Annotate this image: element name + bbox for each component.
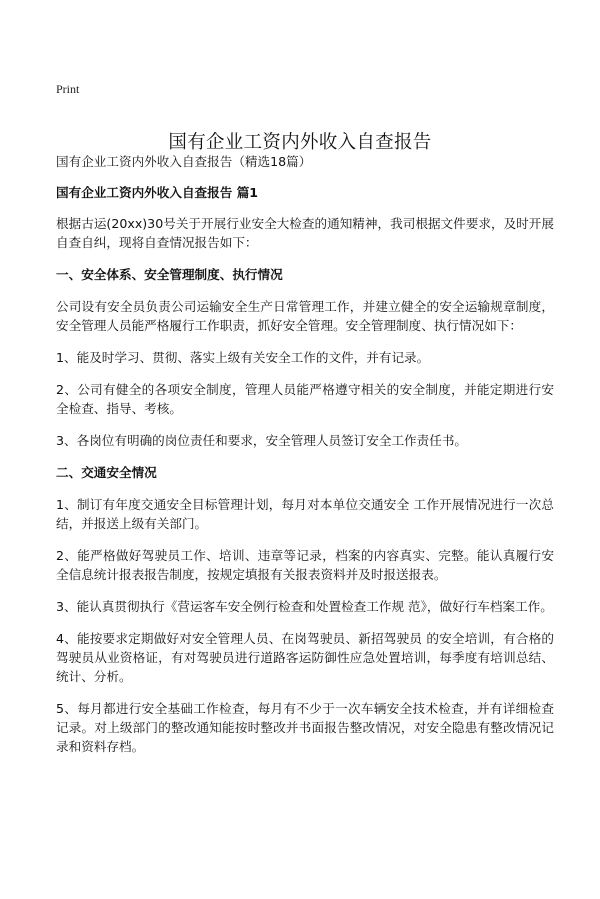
paragraph: 3、能认真贯彻执行《营运客车安全例行检查和处置检查工作规 范》，做好行车档案工作。 <box>56 599 553 614</box>
paragraph: 1、能及时学习、贯彻、落实上级有关安全工作的文件，并有记录。 <box>56 350 430 365</box>
article-heading: 国有企业工资内外收入自查报告 篇1 <box>56 185 259 200</box>
print-label: Print <box>56 82 80 96</box>
paragraph: 2、公司有健全的各项安全制度，管理人员能严格遵守相关的安全制度，并能定期进行安全检查、指导、考核。 <box>56 382 554 416</box>
paragraph: 1、制订有年度交通安全目标管理计划，每月对本单位交通安全 工作开展情况进行一次总结，并报送上级有关部门。 <box>56 497 554 531</box>
document-body <box>56 152 554 769</box>
section-heading-safety-system: 一、安全体系、安全管理制度、执行情况 <box>56 267 283 282</box>
page-title: 国有企业工资内外收入自查报告 <box>168 132 432 154</box>
section-heading-traffic-safety: 二、交通安全情况 <box>56 465 157 480</box>
paragraph: 公司设有安全员负责公司运输安全生产日常管理工作，并建立健全的安全运输规章制度，安全管理人员能严格履行工作职责，抓好安全管理。安全管理制度、执行情况如下： <box>56 299 554 333</box>
paragraph: 5、每月都进行安全基础工作检查，每月有不少于一次车辆安全技术检查，并有详细检查记录。对上级部门的整改通知能按时整改并书面报告整改情况，对安全隐患有整改情况记录和资料存档。 <box>56 701 554 754</box>
paragraph: 3、各岗位有明确的岗位责任和要求，安全管理人员签订安全工作责任书。 <box>56 433 468 448</box>
intro-paragraph: 根据古运(20xx)30号关于开展行业安全大检查的通知精神，我司根据文件要求，及时开展自查自纠，现将自查情况报告如下： <box>56 216 554 250</box>
paragraph: 2、能严格做好驾驶员工作、培训、违章等记录，档案的内容真实、完整。能认真履行安全信息统计报表报告制度，按规定填报有关报表资料并及时报送报表。 <box>56 548 554 582</box>
paragraph: 4、能按要求定期做好对安全管理人员、在岗驾驶员、新招驾驶员 的安全培训，有合格的驾驶员从业资格证，有对驾驶员进行道路客运防御性应急处置培训，每季度有培训总结、统计、分析。 <box>56 631 554 684</box>
document-subtitle: 国有企业工资内外收入自查报告（精选18篇） <box>56 154 312 169</box>
